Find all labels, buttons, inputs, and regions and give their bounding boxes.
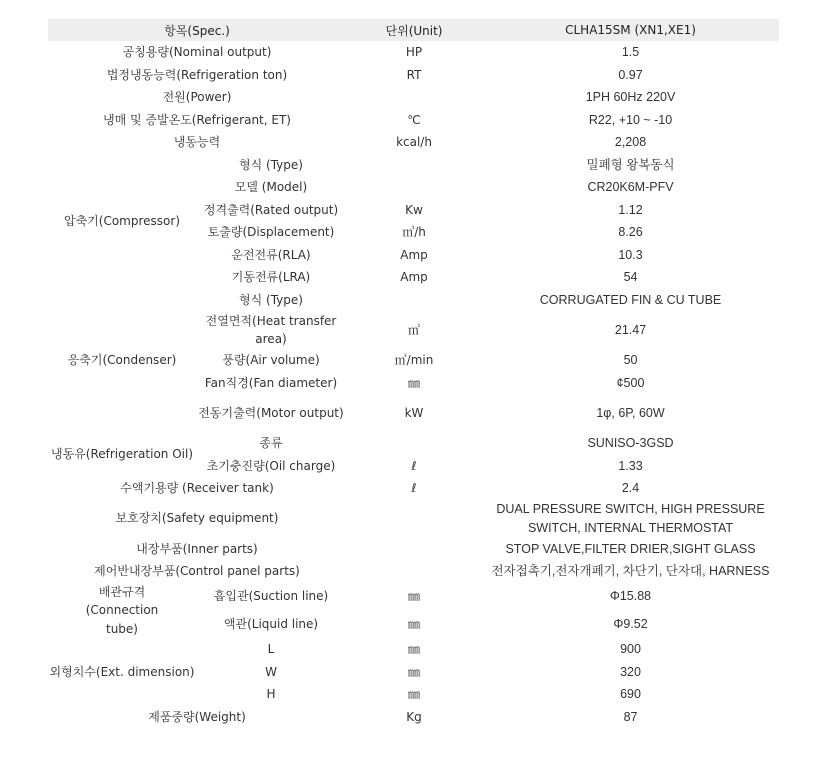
row-value: 0.97 xyxy=(618,67,643,82)
header-unit: 단위(Unit) xyxy=(346,19,482,41)
row-label: 공칭용량(Nominal output) xyxy=(122,45,272,59)
row-unit: Amp xyxy=(400,247,428,262)
row-label: 수액기용량 (Receiver tank) xyxy=(120,481,274,495)
row-unit xyxy=(346,500,482,538)
row-value: 8.26 xyxy=(618,225,643,239)
table-row xyxy=(48,638,779,661)
row-value: 10.3 xyxy=(618,247,643,262)
row-label: 냉매 및 증발온도(Refrigerant, ET) xyxy=(103,112,291,127)
row-value: 1.12 xyxy=(618,202,643,217)
header-model: CLHA15SM (XN1,XE1) xyxy=(482,19,779,41)
row-label: 전동기출력(Motor output) xyxy=(198,405,344,420)
row-label: 초기충진량(Oil charge) xyxy=(206,458,336,473)
row-unit xyxy=(346,538,482,561)
row-unit: Amp xyxy=(400,270,428,284)
row-label: 보호장치(Safety equipment) xyxy=(115,511,279,526)
row-label: 운전전류(RLA) xyxy=(231,247,311,262)
row-value: CORRUGATED FIN & CU TUBE xyxy=(539,292,722,307)
row-unit: kW xyxy=(404,405,424,420)
row-unit xyxy=(346,560,482,583)
row-unit: ㎥/min xyxy=(394,353,434,367)
row-value: 900 xyxy=(620,642,641,656)
table-row xyxy=(48,583,779,611)
row-value: 1φ, 6P, 60W xyxy=(596,405,665,420)
row-value: STOP VALVE,FILTER DRIER,SIGHT GLASS xyxy=(505,541,756,556)
table-row xyxy=(48,706,779,729)
row-value: 1PH 60Hz 220V xyxy=(585,90,676,104)
table-row xyxy=(48,477,779,500)
row-value: 전자접촉기,전자개폐기, 차단기, 단자대, HARNESS xyxy=(491,564,770,578)
row-unit: ㎜ xyxy=(408,616,421,631)
header-spec: 항목(Spec.) xyxy=(48,19,346,41)
group-label-oil: 냉동유(Refrigeration Oil) xyxy=(50,447,193,462)
row-value: SUNISO-3GSD xyxy=(587,436,674,450)
row-label: 모델 (Model) xyxy=(234,180,308,194)
row-value: 320 xyxy=(620,664,641,679)
row-value: 87 xyxy=(623,709,638,724)
row-unit: ℃ xyxy=(407,112,421,127)
row-unit: ℓ xyxy=(411,458,417,473)
table-row xyxy=(48,86,779,109)
row-unit xyxy=(346,289,482,312)
row-value: 21.47 xyxy=(614,322,647,337)
row-unit: ㎜ xyxy=(408,664,421,679)
row-unit xyxy=(346,432,482,455)
group-label-compressor: 압축기(Compressor) xyxy=(64,213,180,228)
row-label: 형식 (Type) xyxy=(239,292,303,307)
row-label: 액관(Liquid line) xyxy=(223,616,319,631)
row-value: 54 xyxy=(623,270,638,284)
row-value: CR20K6M-PFV xyxy=(587,180,674,194)
row-unit: HP xyxy=(405,45,423,59)
row-unit xyxy=(346,86,482,109)
row-unit xyxy=(346,176,482,199)
row-unit: ℓ xyxy=(411,481,417,495)
row-value: 2,208 xyxy=(614,135,647,149)
group-label-connection: 배관규격(Connection tube) xyxy=(85,584,159,636)
row-value: 밀폐형 왕복동식 xyxy=(586,157,675,172)
row-value: Φ9.52 xyxy=(613,616,648,631)
row-unit: Kw xyxy=(405,202,423,217)
row-label: 기동전류(LRA) xyxy=(231,270,311,284)
row-label: 법정냉동능력(Refrigeration ton) xyxy=(106,67,288,82)
row-label: 전원(Power) xyxy=(162,90,232,104)
row-label: H xyxy=(266,687,276,701)
row-unit: ㎜ xyxy=(408,642,421,656)
row-label: 내장부품(Inner parts) xyxy=(136,541,258,556)
row-label: L xyxy=(267,642,275,656)
row-label: 형식 (Type) xyxy=(239,157,303,172)
row-value: R22, +10 ~ -10 xyxy=(588,112,673,127)
spec-table xyxy=(48,19,779,728)
table-row xyxy=(48,500,779,538)
table-row xyxy=(48,560,779,583)
row-label: Fan직경(Fan diameter) xyxy=(204,375,338,390)
row-unit: ㎜ xyxy=(408,589,421,604)
row-label: 제어반내장부품(Control panel parts) xyxy=(94,564,300,578)
row-value: Φ15.88 xyxy=(609,589,652,604)
row-label: W xyxy=(265,664,277,679)
row-value: 1.5 xyxy=(621,45,640,59)
table-row xyxy=(48,109,779,132)
table-row xyxy=(48,41,779,64)
group-label-condenser: 응축기(Condenser) xyxy=(67,353,177,367)
table-row xyxy=(48,432,779,455)
row-label: 토출량(Displacement) xyxy=(207,225,335,239)
row-label: 종류 xyxy=(259,436,283,450)
row-label: 흡입관(Suction line) xyxy=(213,589,329,604)
row-label: 풍량(Air volume) xyxy=(222,353,320,367)
row-value: DUAL PRESSURE SWITCH, HIGH PRESSURE SWITCH, INTERNAL THERMOSTAT xyxy=(496,502,765,535)
row-unit: ㎥/h xyxy=(402,225,426,239)
group-label-dimension: 외형치수(Ext. dimension) xyxy=(49,664,195,679)
row-unit: ㎡ xyxy=(408,322,421,337)
row-unit: kcal/h xyxy=(396,135,432,149)
row-value: 690 xyxy=(620,687,641,701)
table-row xyxy=(48,289,779,312)
row-value: ¢500 xyxy=(616,375,645,390)
row-unit: Kg xyxy=(406,709,422,724)
row-label: 냉동능력 xyxy=(173,135,221,149)
row-unit: ㎜ xyxy=(408,687,421,701)
row-unit xyxy=(346,154,482,177)
row-unit: RT xyxy=(406,67,422,82)
table-row xyxy=(48,131,779,154)
table-row xyxy=(48,64,779,87)
table-header-row xyxy=(48,19,779,41)
table-row xyxy=(48,538,779,561)
table-row xyxy=(48,154,779,177)
row-value: 1.33 xyxy=(618,458,643,473)
row-label: 정격출력(Rated output) xyxy=(203,202,339,217)
row-label: 전열면적(Heat transfer area) xyxy=(205,313,337,346)
row-value: 50 xyxy=(623,353,638,367)
row-unit: ㎜ xyxy=(408,375,421,390)
row-value: 2.4 xyxy=(621,481,640,495)
row-label: 제품중량(Weight) xyxy=(148,709,246,724)
